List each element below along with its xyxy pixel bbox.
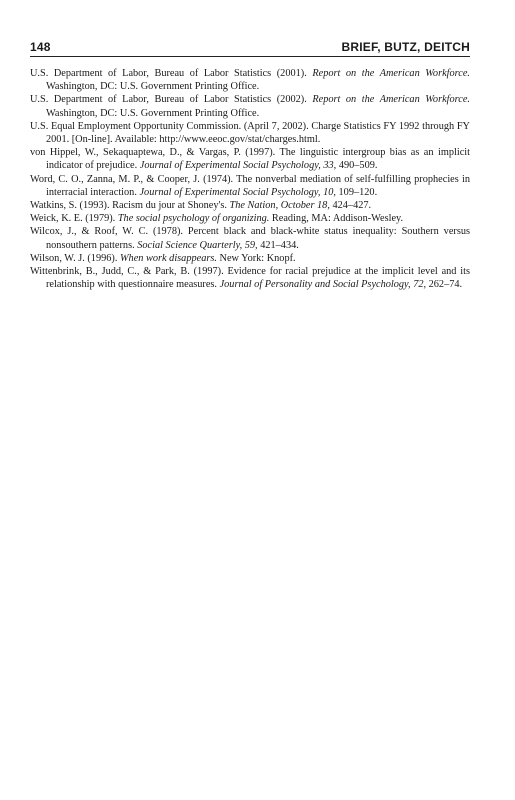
book-page	[30, 40, 470, 291]
reference-text: 421–434.	[257, 239, 299, 251]
running-title: BRIEF, BUTZ, DEITCH	[341, 40, 470, 54]
reference-source: Journal of Experimental Social Psychology, 10,	[139, 186, 336, 198]
reference-source: The Nation, October 18,	[229, 200, 330, 212]
reference-source: Report on the American Workforce.	[312, 68, 470, 79]
reference-text: U.S. Equal Employment Opportunity Commission. (April 7, 2002). Charge Statistics FY 1992 through FY 2001. [On-line]. Available: http://www.eeoc.gov/stat/charges.html.	[30, 120, 470, 146]
page-number: 148	[30, 40, 51, 54]
reference-entry	[30, 212, 470, 225]
reference-text: Washington, DC: U.S. Government Printing Office.	[46, 81, 260, 93]
reference-entry	[30, 265, 470, 291]
reference-entry	[30, 199, 470, 212]
reference-source: Report on the American Workforce.	[312, 94, 470, 106]
reference-text: Wilson, W. J. (1996).	[30, 252, 120, 264]
reference-entry	[30, 67, 470, 93]
reference-source: Journal of Personality and Social Psychology, 72,	[219, 279, 427, 291]
reference-text: New York: Knopf.	[216, 252, 296, 264]
running-head	[30, 40, 470, 57]
reference-text: 490–509.	[336, 160, 378, 172]
reference-source: Journal of Experimental Social Psychology, 33,	[139, 160, 337, 172]
reference-text: U.S. Department of Labor, Bureau of Labor Statistics (2001).	[30, 68, 313, 79]
reference-text: U.S. Department of Labor, Bureau of Labor Statistics (2002).	[30, 94, 313, 106]
reference-entry	[30, 120, 470, 146]
reference-text: von Hippel, W., Sekaquaptewa, D., & Vargas, P. (1997). The linguistic intergroup bias as an implicit indicator of prejudice.	[30, 147, 470, 172]
reference-list	[30, 67, 470, 291]
reference-entry	[30, 225, 470, 251]
reference-source: The social psychology of organizing.	[117, 213, 270, 225]
reference-source: When work disappears.	[119, 252, 217, 264]
reference-text: Weick, K. E. (1979).	[30, 213, 118, 225]
reference-text: 424–427.	[329, 200, 372, 212]
reference-entry	[30, 173, 470, 199]
reference-text: Watkins, S. (1993). Racism du jour at Shoney's.	[30, 200, 230, 212]
reference-text: 262–74.	[426, 279, 463, 291]
reference-entry	[30, 252, 470, 265]
reference-source: Social Science Quarterly, 59,	[137, 239, 258, 251]
reference-entry	[30, 93, 470, 119]
reference-text: Washington, DC: U.S. Government Printing Office.	[46, 107, 260, 119]
reference-text: Reading, MA: Addison-Wesley.	[269, 213, 404, 225]
reference-text: Wittenbrink, B., Judd, C., & Park, B. (1997). Evidence for racial prejudice at the implicit level and its relationship with questionnaire measures.	[30, 266, 470, 291]
reference-text: Wilcox, J., & Roof, W. C. (1978). Percent black and black-white status inequality: Southern versus nonsouthern patterns.	[30, 226, 470, 251]
reference-entry	[30, 146, 470, 172]
reference-text: Word, C. O., Zanna, M. P., & Cooper, J. (1974). The nonverbal mediation of self-fulfilling prophecies in interracial interaction.	[30, 173, 470, 198]
reference-text: 109–120.	[335, 186, 378, 198]
